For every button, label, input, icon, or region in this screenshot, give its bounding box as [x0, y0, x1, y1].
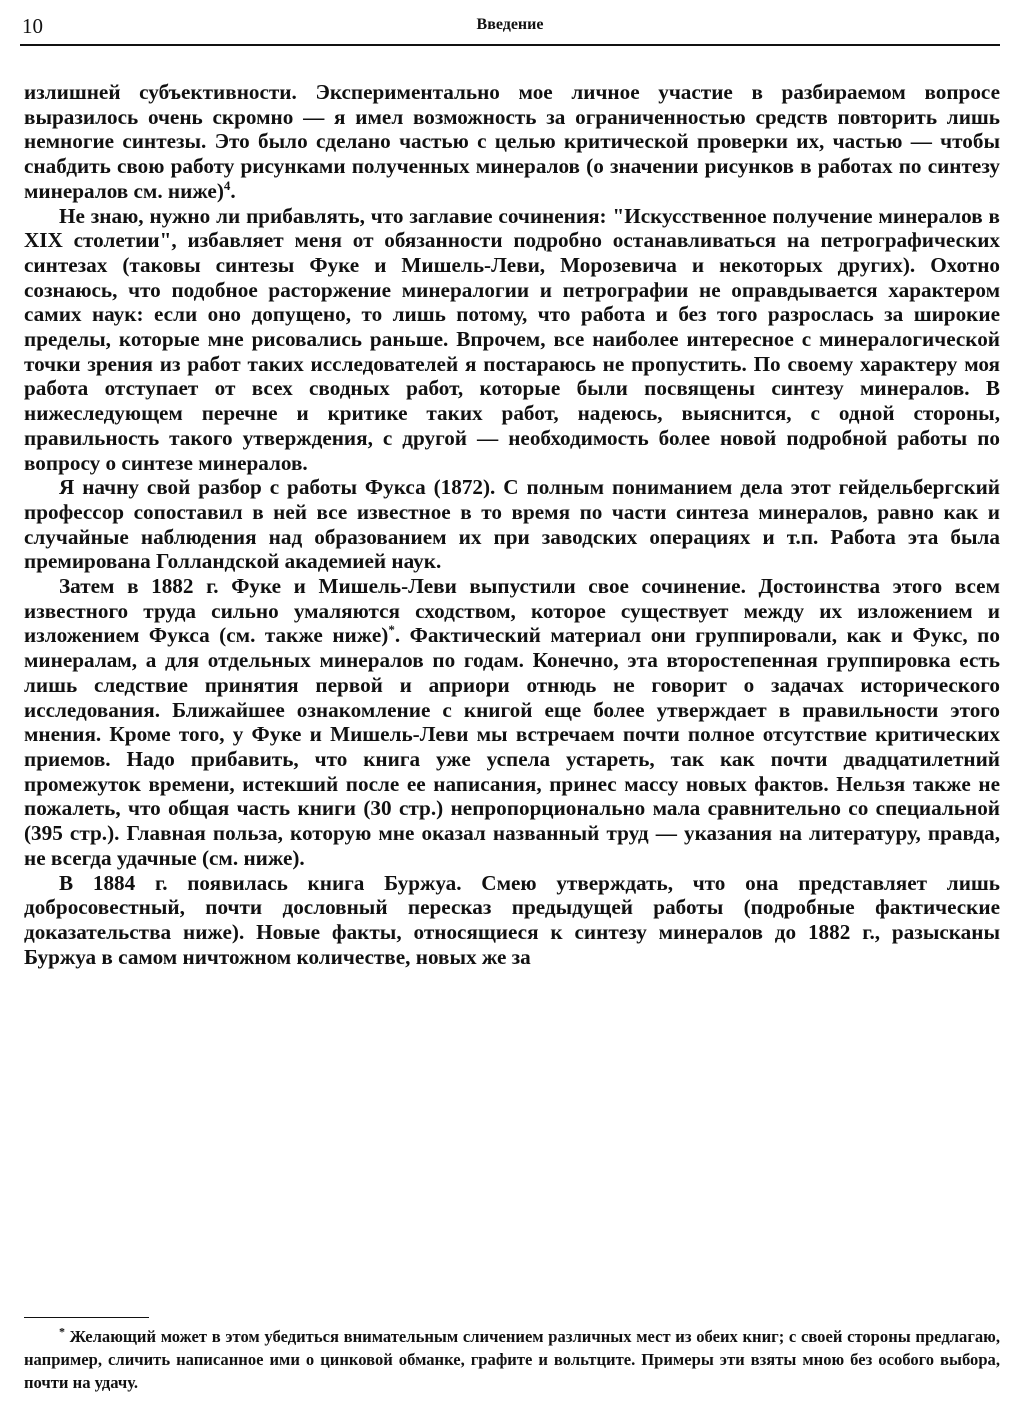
paragraph-4-text-a: Затем в 1882 г. Фуке и Мишель-Леви выпустили свое сочинение. Достоинства этого всем известного труда сильно умаляются сходством, которое существует между их изложением и изложением Фукса (см. также ниже) — [24, 574, 1000, 648]
running-title: Введение — [476, 16, 544, 33]
page-number: 10 — [22, 14, 43, 38]
footnote-divider — [24, 1317, 149, 1318]
paragraph-1-tail: . — [230, 178, 236, 203]
paragraph-4 — [24, 574, 1000, 870]
footnote — [24, 1325, 1000, 1394]
footnote-ref-4: 4 — [223, 177, 231, 193]
paragraph-4-text-b: . Фактический материал они группировали, как и Фукс, по минералам, а для отдельных минералов по годам. Конечно, эта второстепенная группировка есть лишь следствие принятия первой и априори отнюдь не говорит о задачах исторического исследования. Ближайшее ознакомление с книгой еще более утверждает в правильности этого мнения. Кроме того, у Фуке и Мишель-Леви мы встречаем почти полное отсутствие критических приемов. Надо прибавить, что книга уже успела устареть, так как почти двадцатилетний промежуток времени, истекший после ее написания, принес массу новых фактов. Нельзя также не пожалеть, что общая часть книги (30 стр.) непропорционально мала сравнительно со специальной (395 стр.). Главная польза, которую мне оказал названный труд — указания на литературу, правда, не всегда удачные (см. ниже). — [24, 623, 1000, 870]
body-text — [24, 80, 1000, 969]
paragraph-3: Я начну свой разбор с работы Фукса (1872). С полным пониманием дела этот гейдельбергский профессор сопоставил в ней все известное в то время по части синтеза минералов, равно как и случайные наблюдения над образованием их при заводских операциях и т.п. Работа эта была премирована Голландской академией наук. — [24, 475, 1000, 574]
paragraph-1-text: излишней субъективности. Экспериментально мое личное участие в разбираемом вопросе выразилось очень скромно — я имел возможность за ограниченностью средств повторить лишь немногие синтезы. Это было сделано частью с целью критической проверки их, частью — чтобы снабдить свою работу рисунками полученных минералов (о значении рисунков в работах по синтезу минералов см. ниже) — [24, 80, 1000, 203]
paragraph-5: В 1884 г. появилась книга Буржуа. Смею утверждать, что она представляет лишь добросовестный, почти дословный пересказ предыдущей работы (подробные фактические доказательства ниже). Новые факты, относящиеся к синтезу минералов до 1882 г., разысканы Буржуа в самом ничтожном количестве, новых же за — [24, 870, 1000, 969]
page-header — [20, 12, 1000, 46]
paragraph-2: Не знаю, нужно ли прибавлять, что заглавие сочинения: "Искусственное получение минералов в XIX столетии", избавляет меня от обязанности подробно останавливаться на петрографических синтезах (таковы синтезы Фуке и Мишель-Леви, Морозевича и некоторых других). Охотно сознаюсь, что подобное расторжение минералогии и петрографии не оправдывается характером самих наук: если оно допущено, то лишь потому, что работа и без того разрослась за широкие пределы, которые мне рисовались раньше. Впрочем, все наиболее интересное с минералогической точки зрения из работ таких исследователей я постараюсь не пропустить. По своему характеру моя работа отступает от всех сводных работ, которые были посвящены синтезу минералов. В нижеследующем перечне и критике таких работ, надеюсь, выяснится, с одной стороны, правильность такого утверждения, с другой — необходимость более новой подробной работы по вопросу о синтезе минералов. — [24, 203, 1000, 475]
paragraph-1 — [24, 80, 1000, 204]
footnote-text: Желающий может в этом убедиться внимательным сличением различных мест из обеих книг; с своей стороны предлагаю, например, сличить написанное ими о цинковой обманке, графите и вольтците. Примеры эти взяты мною без особого выбора, почти на удачу. — [24, 1327, 1000, 1392]
footnote-ref-star: * — [388, 622, 395, 638]
footnote-mark: * — [59, 1324, 65, 1339]
